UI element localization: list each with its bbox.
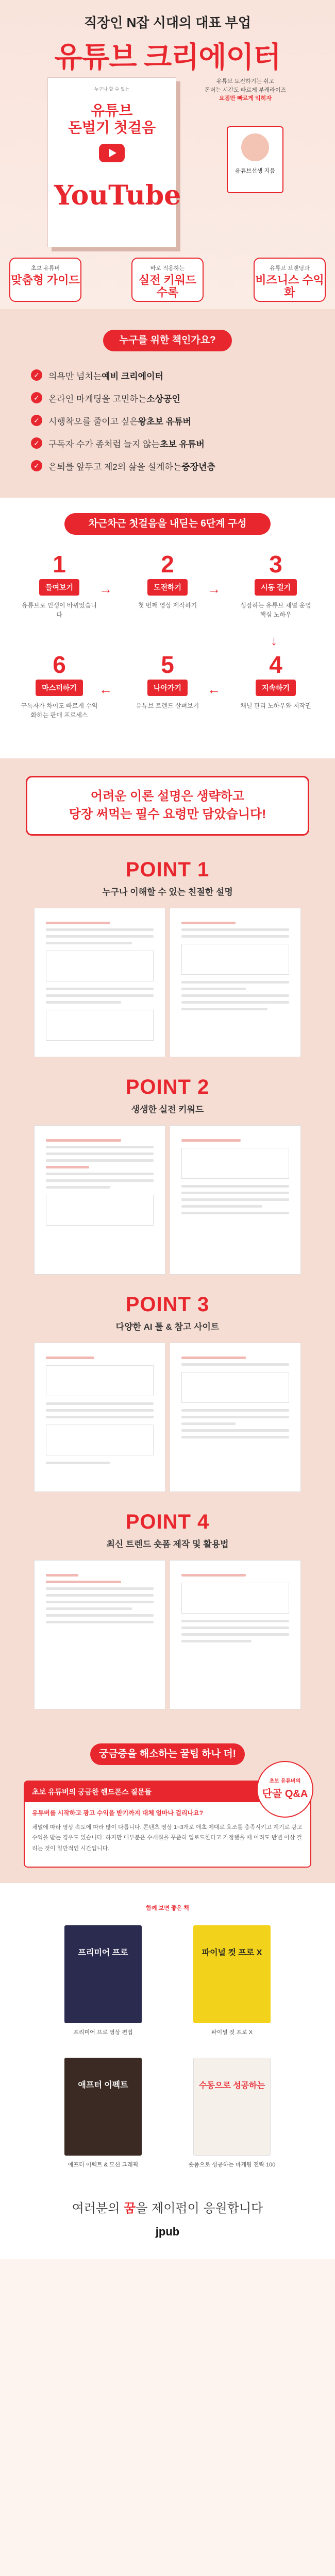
hero-title: 유튜브 크리에이터 (54, 41, 281, 73)
point-subtitle: 누구나 이해할 수 있는 친절한 설명 (102, 887, 233, 897)
book-title (54, 102, 170, 137)
step-tag: 지속하기 (256, 680, 296, 696)
book-cover-image: 애프터 이펙트 (64, 2058, 142, 2156)
footer-msg-post: 을 제이펍이 응원합니다 (136, 2201, 263, 2216)
list-item (31, 454, 304, 477)
arrow-left-icon: ← (207, 682, 221, 697)
intro-box (26, 776, 309, 836)
item-bold: 중장년층 (181, 462, 215, 472)
steps-grid (0, 550, 335, 741)
list-item (31, 409, 304, 432)
youtube-logo: YouTube (54, 179, 181, 211)
item-text: 은퇴를 앞두고 제2의 삶을 설계하는 (48, 462, 182, 472)
list-item (31, 432, 304, 454)
sample-page (170, 1343, 301, 1492)
intro-section (0, 758, 335, 853)
point-title: POINT 1 (125, 858, 210, 881)
step-desc: 첫 번째 영상 제작하기 (138, 602, 197, 609)
step-number: 3 (269, 551, 282, 578)
step-desc: 구독자가 차이도 빠르게 수익화하는 판매 프로세스 (21, 702, 98, 719)
audience-list (31, 364, 304, 477)
item-bold: 초보 유튜버 (159, 439, 205, 449)
book-cover-image: 프리미어 프로 (64, 1925, 142, 2023)
sample-pages (0, 1560, 335, 1709)
footer-msg-bold: 꿈 (124, 2200, 136, 2216)
step-number: 2 (161, 551, 174, 578)
arrow-left-icon: ← (99, 682, 112, 697)
step-tag: 나아가기 (147, 680, 188, 696)
quote-line2: 돈버는 시간도 빠르게 부캐라이즈 (205, 87, 286, 93)
feature-card (131, 258, 204, 302)
quote-highlight: 요점만 빠르게 익히자 (219, 95, 272, 101)
qa-badge (257, 1761, 313, 1818)
book-cover-image: 수동으로 성공하는 (193, 2058, 271, 2156)
step-desc: 유튜브로 인생이 바뀌었습니다 (22, 602, 97, 618)
avatar (241, 133, 269, 161)
hero-quote (194, 77, 297, 103)
related-book[interactable] (188, 1925, 276, 2037)
feature-sub: 바로 적용하는 (150, 265, 185, 272)
section-title: 차근차근 첫걸음을 내딛는 6단계 구성 (64, 513, 271, 535)
step-tag: 도전하기 (147, 579, 188, 596)
book-cover-image: 파이널 컷 프로 X (193, 1925, 271, 2023)
audience-section (0, 309, 335, 498)
point-section (0, 1071, 335, 1288)
footer-msg-pre: 여러분의 (72, 2201, 124, 2216)
sample-page (34, 908, 165, 1057)
step-desc: 유튜브 트렌드 살펴보기 (136, 702, 199, 709)
item-text: 시행착오를 줄이고 싶은 (48, 416, 138, 427)
quote-line1: 유튜브 도전하기는 쉬고 (216, 78, 275, 84)
section-title: 궁금증을 해소하는 꿀팁 하나 더! (90, 1743, 245, 1765)
step-desc: 성장하는 유튜브 채널 운영 핵심 노하우 (240, 602, 311, 618)
item-text: 온라인 마케팅을 고민하는 (48, 394, 147, 404)
step-tag: 마스터하기 (36, 680, 83, 696)
related-grid (0, 1925, 335, 2169)
hero-section (0, 0, 335, 309)
related-book[interactable] (188, 2058, 276, 2170)
book-title-line2: 돈벌기 첫걸음 (68, 120, 156, 136)
feature-card (254, 258, 326, 302)
list-item (31, 386, 304, 409)
step-card (129, 550, 206, 610)
arrow-right-icon: → (99, 581, 112, 597)
step-number: 1 (53, 551, 66, 578)
author-badge (227, 126, 283, 193)
check-icon: ✓ (31, 369, 42, 381)
item-text: 의욕만 넘치는 (48, 371, 102, 381)
check-icon: ✓ (31, 415, 42, 426)
feature-main: 실전 키워드 수록 (138, 274, 197, 299)
point-subtitle: 생생한 실전 키워드 (131, 1104, 204, 1114)
book-top-text: 누구나 할 수 있는 (94, 87, 130, 92)
intro-line1: 어려운 이론 설명은 생략하고 (90, 789, 245, 803)
step-card (237, 651, 314, 710)
point-section (0, 1505, 335, 1723)
tips-question: 유튜버를 시작하고 광고 수익을 받기까지 대체 얼마나 걸리나요? (32, 1809, 204, 1817)
book-caption: 프리미어 프로 영상 편집 (73, 2029, 133, 2036)
item-bold: 왕초보 유튜버 (138, 416, 191, 427)
footer-message (0, 2198, 335, 2216)
feature-sub: 유튜브 브랜딩과 (270, 265, 310, 272)
sample-pages (0, 1125, 335, 1275)
sample-pages (0, 908, 335, 1057)
tips-section (0, 1723, 335, 1884)
step-number: 5 (161, 651, 174, 678)
sample-page (170, 1125, 301, 1275)
item-bold: 예비 크리에이터 (102, 371, 163, 381)
arrow-right-icon: → (207, 581, 221, 597)
arrow-down-icon: ↓ (271, 633, 277, 648)
play-icon (99, 144, 125, 162)
related-books-section (0, 1883, 335, 2182)
qa-badge-big: 단골 Q&A (262, 1788, 308, 1800)
feature-list (9, 258, 326, 302)
step-tag: 들여보기 (39, 579, 79, 596)
feature-main: 비즈니스 수익화 (255, 274, 324, 299)
sample-pages (0, 1343, 335, 1492)
feature-main: 맞춤형 가이드 (11, 274, 80, 286)
check-icon: ✓ (31, 392, 42, 403)
step-number: 6 (53, 651, 66, 678)
point-subtitle: 최신 트렌드 숏폼 제작 및 활용법 (106, 1539, 229, 1549)
point-title: POINT 4 (125, 1510, 210, 1533)
sample-page (34, 1343, 165, 1492)
step-card (237, 550, 314, 619)
point-section (0, 853, 335, 1071)
check-icon: ✓ (31, 460, 42, 471)
point-section (0, 1288, 335, 1505)
sample-page (170, 1560, 301, 1709)
item-bold: 소상공인 (146, 394, 180, 404)
item-text: 구독자 수가 좀처럼 늘지 않는 (48, 439, 160, 449)
point-title: POINT 2 (125, 1075, 210, 1098)
book-caption: 파이널 컷 프로 X (211, 2029, 253, 2036)
book-title-line1: 유튜브 (91, 102, 133, 118)
step-desc: 채널 관리 노하우와 저작권 (240, 702, 311, 709)
check-icon: ✓ (31, 437, 42, 449)
related-label: 함께 보면 좋은 책 (146, 1905, 189, 1912)
related-book[interactable] (59, 2058, 147, 2170)
section-title: 누구를 위한 책인가요? (103, 330, 232, 351)
point-subtitle: 다양한 AI 툴 & 참고 사이트 (115, 1321, 220, 1332)
publisher-logo: jpub (155, 2225, 180, 2239)
step-card (21, 550, 98, 619)
step-card (129, 651, 206, 710)
sample-page (34, 1125, 165, 1275)
book-caption: 숏폼으로 성공하는 마케팅 전략 100 (188, 2161, 276, 2168)
point-title: POINT 3 (125, 1293, 210, 1316)
related-book[interactable] (59, 1925, 147, 2037)
qa-badge-small: 초보 유튜버의 (269, 1778, 301, 1784)
book-caption: 애프터 이펙트 & 모션 그래픽 (68, 2161, 139, 2168)
sample-page (34, 1560, 165, 1709)
tips-card-header: 초보 유튜버의 궁금한 핸드폰스 질문들 (25, 1782, 310, 1802)
hero-kicker: 직장인 N잡 시대의 대표 부업 (84, 15, 251, 30)
feature-sub: 초보 유튜버 (30, 265, 60, 272)
book-cover (47, 77, 181, 247)
step-card (21, 651, 98, 720)
sample-page (170, 908, 301, 1057)
tips-answer: 채널에 따라 영상 속도에 따라 많이 다릅니다. 콘텐츠 영상 1~3개로 애초 제대로 호조를 충족시키고 계기로 광고 수익을 받는 경우도 있습니다. 하지만 대부분은 수개월을 꾸준히 업로드한다고 가정했을 때 어려도 반년 이상 걸리는 것이 일반적인 시간입니다. (32, 1824, 303, 1852)
footer-section (0, 2182, 335, 2259)
feature-card (9, 258, 81, 302)
list-item (31, 364, 304, 386)
step-number: 4 (269, 651, 282, 678)
intro-line2: 당장 써먹는 필수 요령만 담았습니다! (69, 807, 266, 821)
step-tag: 시동 걸기 (255, 579, 297, 596)
author-name: 유튜브선생 지음 (235, 168, 275, 174)
steps-section (0, 498, 335, 758)
tips-card (24, 1778, 311, 1868)
